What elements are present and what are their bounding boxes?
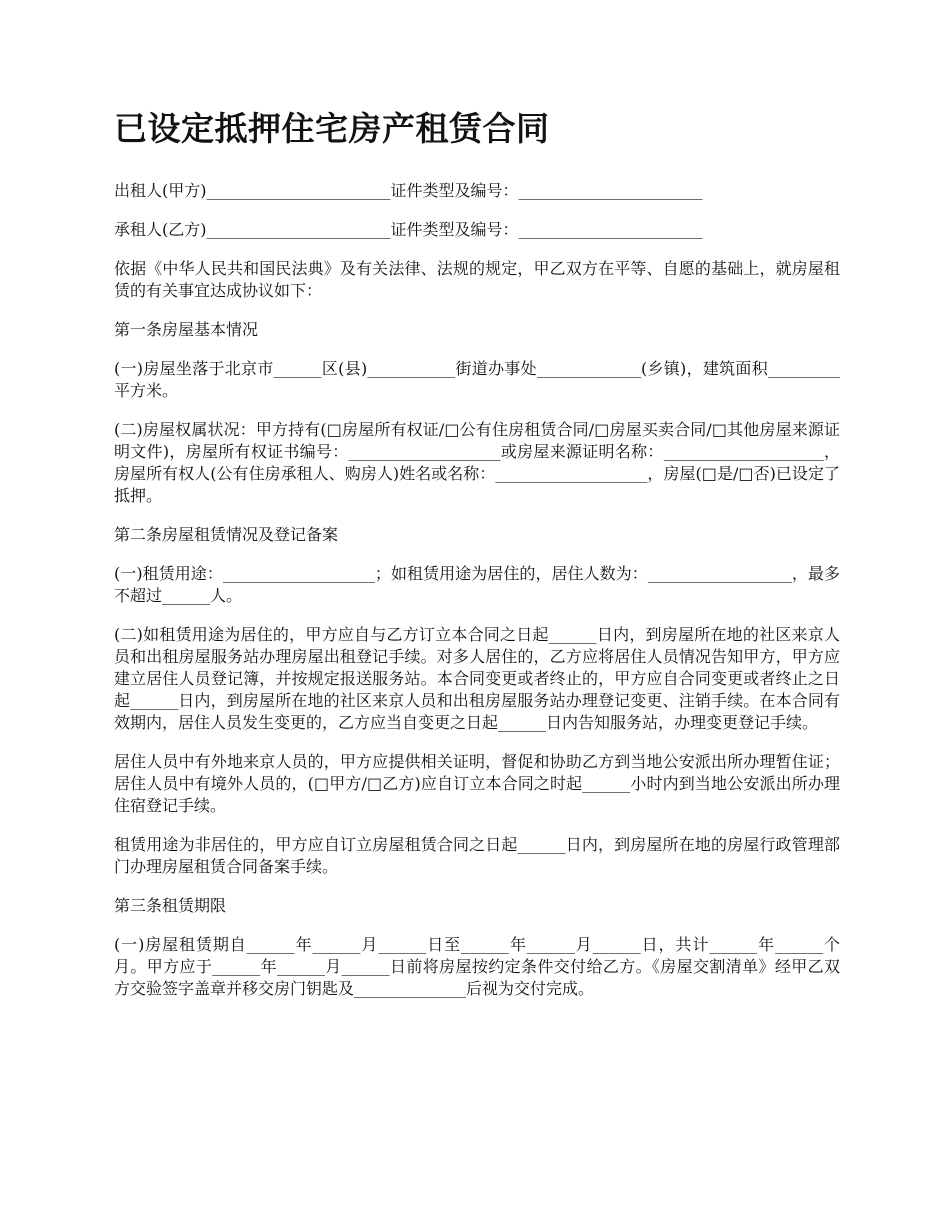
- article-1-heading: 第一条房屋基本情况: [114, 320, 259, 340]
- lessee-line: 承租人(乙方)_______________________证件类型及编号：_______________________: [114, 220, 703, 240]
- preamble: 依据《中华人民共和国民法典》及有关法律、法规的规定，甲乙双方在平等、自愿的基础上，就房屋租赁的有关事宜达成协议如下：: [114, 259, 840, 301]
- article-1-clause-2: (二)房屋权属状况：甲方持有(□房屋所有权证/□公有住房租赁合同/□房屋买卖合同/□其他房屋来源证明文件)，房屋所有权证书编号：___________________或房屋来源证明名称：____________________，房屋所有权人(公有住房承租人、购房人)姓名或名称：___________________，房屋(□是/□否)已设定了抵押。: [114, 420, 840, 506]
- contract-page: [114, 108, 840, 1017]
- article-2-non-residential-paragraph: 租赁用途为非居住的，甲方应自订立房屋租赁合同之日起______日内，到房屋所在地的房屋行政管理部门办理房屋租赁合同备案手续。: [114, 835, 840, 877]
- article-2-heading: 第二条房屋租赁情况及登记备案: [114, 525, 339, 545]
- article-2-clause-2: (二)如租赁用途为居住的，甲方应自与乙方订立本合同之日起______日内，到房屋所在地的社区来京人员和出租房屋服务站办理房屋出租登记手续。对多人居住的，乙方应将居住人员情况告知甲方，甲方应建立居住人员登记簿，并按规定报送服务站。本合同变更或者终止的，甲方应自合同变更或者终止之日起______日内，到房屋所在地的社区来京人员和出租房屋服务站办理登记变更、注销手续。在本合同有效期内，居住人员发生变更的，乙方应当自变更之日起______日内告知服务站，办理变更登记手续。: [114, 625, 840, 733]
- document-title: 已设定抵押住宅房产租赁合同: [114, 109, 550, 148]
- article-2-residents-paragraph: 居住人员中有外地来京人员的，甲方应提供相关证明，督促和协助乙方到当地公安派出所办理暂住证；居住人员中有境外人员的，(□甲方/□乙方)应自订立本合同之时起______小时内到当地公安派出所办理住宿登记手续。: [114, 752, 840, 816]
- lessor-line: 出租人(甲方)_______________________证件类型及编号：_______________________: [114, 181, 703, 201]
- article-3-heading: 第三条租赁期限: [114, 896, 227, 916]
- article-1-clause-1: (一)房屋坐落于北京市______区(县)___________街道办事处_____________(乡镇)，建筑面积_________平方米。: [114, 359, 840, 401]
- article-3-clause-1: (一)房屋租赁期自______年______月______日至______年______月______日，共计______年______个月。甲方应于______年______月______日前将房屋按约定条件交付给乙方。《房屋交割清单》经甲乙双方交验签字盖章并移交房门钥匙及______________后视为交付完成。: [114, 935, 840, 999]
- article-2-clause-1: (一)租赁用途：___________________；如租赁用途为居住的，居住人数为：__________________，最多不超过______人。: [114, 564, 840, 606]
